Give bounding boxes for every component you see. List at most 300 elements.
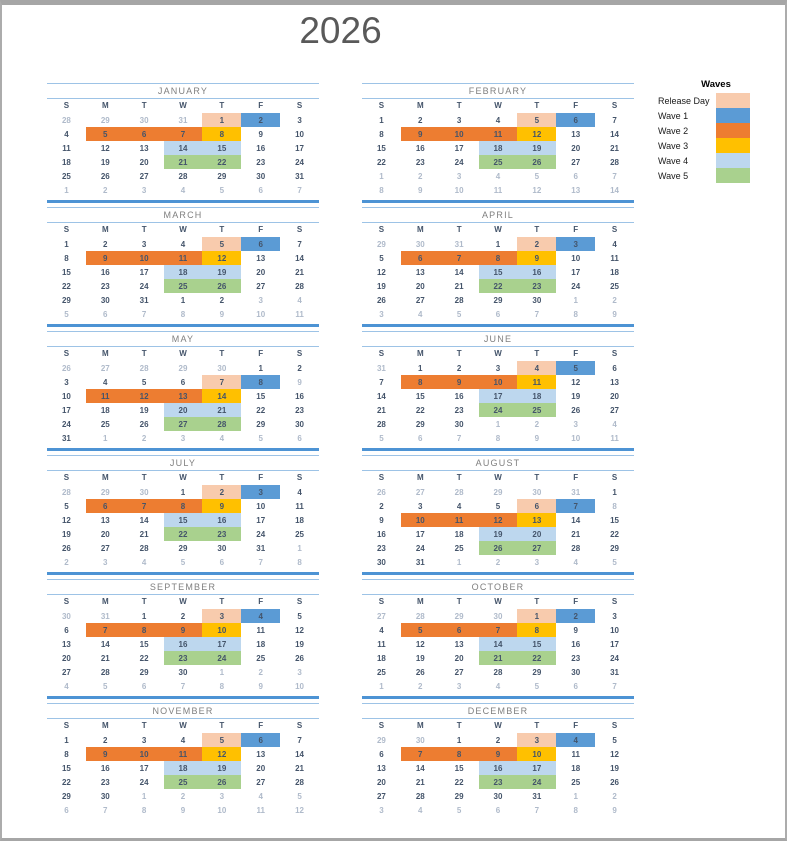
date-cell: 8: [379, 185, 384, 195]
date-cell: 27: [610, 405, 620, 415]
date-cell: 21: [454, 281, 464, 291]
month-bottom-rule: [362, 324, 634, 327]
date-cell: 29: [217, 171, 227, 181]
date-cell: 21: [202, 403, 241, 417]
date-cell: 6: [379, 749, 384, 759]
date-cell: 7: [440, 251, 479, 265]
date-cell: 31: [571, 487, 581, 497]
day-header: S: [378, 721, 385, 730]
month-title: APRIL: [362, 207, 634, 223]
date-cell: 7: [125, 499, 164, 513]
date-cell: 5: [297, 611, 302, 621]
month-grid: [362, 719, 634, 817]
date-cell: 20: [610, 391, 620, 401]
date-cell: 17: [139, 267, 149, 277]
date-cell: 9: [440, 375, 479, 389]
date-cell: 28: [202, 417, 241, 431]
legend-label: Release Day: [658, 95, 710, 106]
date-cell: 21: [139, 529, 149, 539]
date-cell: 28: [139, 363, 149, 373]
date-cell: 28: [454, 295, 464, 305]
date-cell: 27: [376, 791, 386, 801]
date-cell: 5: [456, 805, 462, 815]
month-title: OCTOBER: [362, 579, 634, 595]
date-cell: 14: [479, 637, 518, 651]
date-cell: 25: [517, 403, 556, 417]
date-cell: 23: [164, 651, 203, 665]
date-cell: 12: [100, 143, 110, 153]
date-cell: 11: [610, 433, 619, 443]
date-cell: 8: [125, 623, 164, 637]
date-cell: 23: [479, 775, 518, 789]
date-cell: 30: [139, 115, 149, 125]
day-header: W: [179, 349, 187, 358]
date-cell: 22: [479, 279, 518, 293]
month-title: JULY: [47, 455, 319, 471]
date-cell: 14: [164, 141, 203, 155]
day-header: W: [179, 473, 187, 482]
date-cell: 30: [61, 611, 71, 621]
day-header: W: [179, 101, 187, 110]
date-cell: 8: [401, 375, 440, 389]
day-header: S: [63, 721, 70, 730]
date-cell: 13: [256, 253, 266, 263]
date-cell: 1: [219, 667, 225, 677]
date-cell: 22: [610, 529, 620, 539]
day-header: W: [179, 225, 187, 234]
date-cell: 2: [180, 791, 186, 801]
date-cell: 15: [61, 763, 71, 773]
date-cell: 24: [295, 157, 305, 167]
date-cell: 14: [376, 391, 386, 401]
date-cell: 27: [100, 543, 110, 553]
date-cell: 18: [376, 653, 386, 663]
date-cell: 16: [164, 637, 203, 651]
date-cell: 7: [180, 681, 186, 691]
month-october: [362, 579, 634, 699]
date-cell: 2: [418, 115, 423, 125]
date-cell: 29: [610, 543, 620, 553]
date-cell: 7: [297, 239, 302, 249]
day-header: W: [494, 721, 502, 730]
date-cell: 6: [103, 309, 108, 319]
date-cell: 18: [256, 639, 266, 649]
date-cell: 13: [454, 639, 464, 649]
date-cell: 24: [202, 651, 241, 665]
day-header: S: [611, 225, 618, 234]
date-cell: 31: [532, 791, 542, 801]
date-cell: 6: [495, 805, 501, 815]
date-cell: 12: [479, 513, 518, 527]
day-header: F: [573, 721, 579, 730]
date-cell: 9: [379, 515, 384, 525]
month-bottom-rule: [362, 448, 634, 451]
day-header: M: [416, 225, 424, 234]
day-header: M: [101, 225, 109, 234]
date-cell: 20: [376, 777, 386, 787]
date-cell: 3: [418, 501, 423, 511]
date-cell: 30: [493, 611, 503, 621]
date-cell: 30: [139, 487, 149, 497]
date-cell: 23: [256, 157, 266, 167]
date-cell: 10: [571, 253, 581, 263]
day-header: F: [258, 473, 264, 482]
date-cell: 13: [571, 129, 581, 139]
day-header: S: [63, 101, 70, 110]
date-cell: 8: [202, 127, 241, 141]
date-cell: 13: [517, 513, 556, 527]
date-cell: 4: [219, 433, 225, 443]
date-cell: 6: [141, 681, 147, 691]
date-cell: 5: [64, 309, 69, 319]
date-cell: 15: [454, 763, 464, 773]
date-cell: 16: [454, 391, 464, 401]
month-grid: [362, 347, 634, 445]
day-header: T: [534, 349, 540, 358]
date-cell: 3: [202, 609, 241, 623]
date-cell: 10: [61, 391, 71, 401]
date-cell: 6: [64, 805, 69, 815]
date-cell: 30: [217, 543, 227, 553]
month-grid: [47, 471, 319, 569]
date-cell: 25: [100, 419, 110, 429]
date-cell: 7: [141, 309, 147, 319]
date-cell: 3: [180, 433, 186, 443]
date-cell: 10: [610, 625, 620, 635]
date-cell: 27: [61, 667, 71, 677]
date-cell: 18: [454, 529, 464, 539]
date-cell: 27: [100, 363, 110, 373]
date-cell: 6: [125, 127, 164, 141]
date-cell: 13: [376, 763, 386, 773]
date-cell: 30: [532, 295, 542, 305]
date-cell: 12: [295, 625, 305, 635]
date-cell: 23: [376, 543, 386, 553]
month-title: MAY: [47, 331, 319, 347]
date-cell: 10: [517, 747, 556, 761]
date-cell: 31: [376, 363, 386, 373]
date-cell: 11: [440, 513, 479, 527]
date-cell: 2: [495, 557, 501, 567]
day-header: S: [611, 597, 618, 606]
date-cell: 28: [295, 777, 305, 787]
date-cell: 5: [379, 253, 384, 263]
date-cell: 28: [376, 419, 386, 429]
date-cell: 12: [61, 515, 71, 525]
date-cell: 27: [139, 171, 149, 181]
month-september: [47, 579, 319, 699]
date-cell: 4: [612, 239, 617, 249]
day-header: M: [101, 101, 109, 110]
date-cell: 28: [61, 115, 71, 125]
date-cell: 23: [454, 405, 464, 415]
date-cell: 19: [202, 761, 241, 775]
date-cell: 16: [256, 143, 266, 153]
month-april: [362, 207, 634, 327]
day-header: F: [258, 721, 264, 730]
month-bottom-rule: [47, 324, 319, 327]
date-cell: 1: [64, 239, 69, 249]
date-cell: 4: [141, 557, 147, 567]
date-cell: 9: [534, 433, 540, 443]
date-cell: 16: [415, 143, 425, 153]
date-cell: 5: [141, 377, 147, 387]
day-header: T: [456, 349, 462, 358]
date-cell: 1: [64, 185, 69, 195]
date-cell: 20: [517, 527, 556, 541]
date-cell: 8: [180, 309, 186, 319]
day-header: M: [416, 721, 424, 730]
day-header: S: [378, 225, 385, 234]
date-cell: 1: [573, 295, 578, 305]
day-header: S: [63, 473, 70, 482]
date-cell: 10: [454, 185, 464, 195]
date-cell: 26: [295, 653, 305, 663]
date-cell: 7: [556, 499, 595, 513]
day-header: S: [63, 225, 70, 234]
date-cell: 25: [61, 171, 71, 181]
date-cell: 1: [103, 433, 108, 443]
month-title: MARCH: [47, 207, 319, 223]
date-cell: 3: [141, 239, 147, 249]
date-cell: 11: [493, 185, 503, 195]
day-header: S: [611, 101, 618, 110]
date-cell: 1: [495, 419, 501, 429]
date-cell: 2: [418, 681, 423, 691]
day-header: S: [296, 473, 303, 482]
date-cell: 5: [297, 791, 302, 801]
date-cell: 4: [517, 361, 556, 375]
date-cell: 1: [612, 487, 617, 497]
date-cell: 3: [141, 185, 147, 195]
day-header: W: [494, 349, 502, 358]
date-cell: 20: [256, 267, 266, 277]
date-cell: 29: [376, 735, 386, 745]
date-cell: 31: [610, 667, 620, 677]
date-cell: 21: [479, 651, 518, 665]
month-february: [362, 83, 634, 203]
date-cell: 23: [202, 527, 241, 541]
date-cell: 21: [610, 143, 620, 153]
date-cell: 1: [573, 791, 578, 801]
legend-swatch: [716, 123, 750, 138]
date-cell: 3: [258, 295, 263, 305]
date-cell: 5: [86, 127, 125, 141]
date-cell: 20: [454, 653, 464, 663]
date-cell: 21: [295, 267, 305, 277]
date-cell: 7: [534, 805, 540, 815]
date-cell: 17: [295, 143, 305, 153]
date-cell: 3: [612, 611, 617, 621]
date-cell: 25: [295, 529, 305, 539]
date-cell: 30: [256, 171, 266, 181]
date-cell: 13: [610, 377, 620, 387]
date-cell: 7: [202, 375, 241, 389]
date-cell: 16: [295, 391, 305, 401]
date-cell: 11: [517, 375, 556, 389]
date-cell: 20: [61, 653, 71, 663]
date-cell: 22: [164, 527, 203, 541]
day-header: M: [101, 721, 109, 730]
date-cell: 8: [297, 557, 302, 567]
date-cell: 6: [556, 113, 595, 127]
date-cell: 24: [479, 403, 518, 417]
date-cell: 26: [610, 777, 620, 787]
day-header: W: [179, 721, 187, 730]
day-header: T: [534, 473, 540, 482]
day-header: M: [101, 597, 109, 606]
date-cell: 14: [610, 185, 620, 195]
date-cell: 4: [573, 557, 578, 567]
date-cell: 26: [479, 541, 518, 555]
date-cell: 3: [556, 237, 595, 251]
month-grid: [47, 347, 319, 445]
date-cell: 13: [415, 267, 425, 277]
day-header: W: [494, 101, 502, 110]
month-grid: [362, 595, 634, 693]
date-cell: 7: [612, 171, 617, 181]
date-cell: 31: [295, 171, 305, 181]
date-cell: 14: [139, 515, 149, 525]
date-cell: 27: [454, 667, 464, 677]
month-july: [47, 455, 319, 575]
day-header: F: [573, 225, 579, 234]
date-cell: 18: [164, 265, 203, 279]
date-cell: 10: [401, 513, 440, 527]
date-cell: 14: [571, 515, 581, 525]
date-cell: 1: [379, 681, 384, 691]
day-header: M: [101, 349, 109, 358]
day-header: F: [573, 473, 579, 482]
date-cell: 27: [415, 487, 425, 497]
date-cell: 31: [61, 433, 71, 443]
date-cell: 6: [573, 681, 578, 691]
date-cell: 16: [571, 639, 581, 649]
month-grid: [47, 595, 319, 693]
month-bottom-rule: [362, 572, 634, 575]
date-cell: 21: [415, 777, 425, 787]
date-cell: 27: [571, 157, 581, 167]
date-cell: 13: [571, 185, 581, 195]
date-cell: 9: [297, 377, 302, 387]
date-cell: 28: [493, 667, 503, 677]
date-cell: 28: [571, 543, 581, 553]
date-cell: 2: [241, 113, 280, 127]
date-cell: 27: [376, 611, 386, 621]
date-cell: 18: [479, 141, 518, 155]
day-header: T: [534, 225, 540, 234]
date-cell: 8: [517, 623, 556, 637]
date-cell: 5: [202, 237, 241, 251]
date-cell: 31: [256, 543, 266, 553]
date-cell: 12: [125, 389, 164, 403]
date-cell: 24: [139, 777, 149, 787]
legend-label: Wave 1: [658, 110, 689, 121]
date-cell: 12: [295, 805, 305, 815]
date-cell: 9: [517, 251, 556, 265]
date-cell: 8: [64, 253, 69, 263]
day-header: M: [101, 473, 109, 482]
date-cell: 10: [440, 127, 479, 141]
date-cell: 6: [401, 251, 440, 265]
month-title: FEBRUARY: [362, 83, 634, 99]
date-cell: 1: [202, 113, 241, 127]
date-cell: 14: [454, 267, 464, 277]
date-cell: 9: [219, 309, 225, 319]
date-cell: 4: [241, 609, 280, 623]
day-header: M: [416, 597, 424, 606]
date-cell: 2: [103, 185, 108, 195]
date-cell: 15: [479, 265, 518, 279]
date-cell: 9: [612, 805, 617, 815]
date-cell: 7: [297, 185, 302, 195]
date-cell: 2: [103, 735, 108, 745]
date-cell: 31: [178, 115, 188, 125]
date-cell: 1: [258, 363, 263, 373]
date-cell: 18: [164, 761, 203, 775]
date-cell: 3: [297, 667, 302, 677]
date-cell: 23: [571, 653, 581, 663]
date-cell: 30: [376, 557, 386, 567]
date-cell: 11: [377, 639, 386, 649]
date-cell: 30: [217, 363, 227, 373]
date-cell: 11: [610, 253, 619, 263]
date-cell: 3: [379, 309, 384, 319]
legend-swatch: [716, 153, 750, 168]
date-cell: 16: [100, 763, 110, 773]
date-cell: 3: [379, 805, 384, 815]
date-cell: 5: [495, 501, 501, 511]
date-cell: 4: [495, 115, 501, 125]
date-cell: 6: [64, 625, 69, 635]
day-header: S: [611, 473, 618, 482]
date-cell: 12: [532, 185, 542, 195]
date-cell: 26: [202, 279, 241, 293]
month-title: JUNE: [362, 331, 634, 347]
day-header: S: [378, 349, 385, 358]
date-cell: 8: [573, 309, 578, 319]
month-title: NOVEMBER: [47, 703, 319, 719]
month-grid: [47, 99, 319, 197]
month-bottom-rule: [362, 696, 634, 699]
date-cell: 6: [241, 237, 280, 251]
date-cell: 6: [573, 171, 578, 181]
date-cell: 5: [401, 623, 440, 637]
date-cell: 31: [454, 239, 464, 249]
legend-swatch: [716, 108, 750, 123]
day-header: T: [141, 473, 147, 482]
date-cell: 2: [219, 295, 225, 305]
month-bottom-rule: [362, 200, 634, 203]
date-cell: 26: [139, 419, 149, 429]
date-cell: 9: [164, 623, 203, 637]
date-cell: 11: [295, 501, 304, 511]
day-header: W: [494, 473, 502, 482]
date-cell: 2: [612, 791, 617, 801]
date-cell: 5: [612, 557, 617, 567]
date-cell: 6: [495, 309, 501, 319]
date-cell: 20: [256, 763, 266, 773]
date-cell: 31: [415, 557, 425, 567]
date-cell: 28: [415, 791, 425, 801]
date-cell: 1: [180, 295, 186, 305]
day-header: W: [179, 597, 187, 606]
date-cell: 29: [415, 419, 425, 429]
day-header: S: [296, 101, 303, 110]
date-cell: 15: [61, 267, 71, 277]
date-cell: 2: [517, 237, 556, 251]
date-cell: 12: [610, 749, 620, 759]
